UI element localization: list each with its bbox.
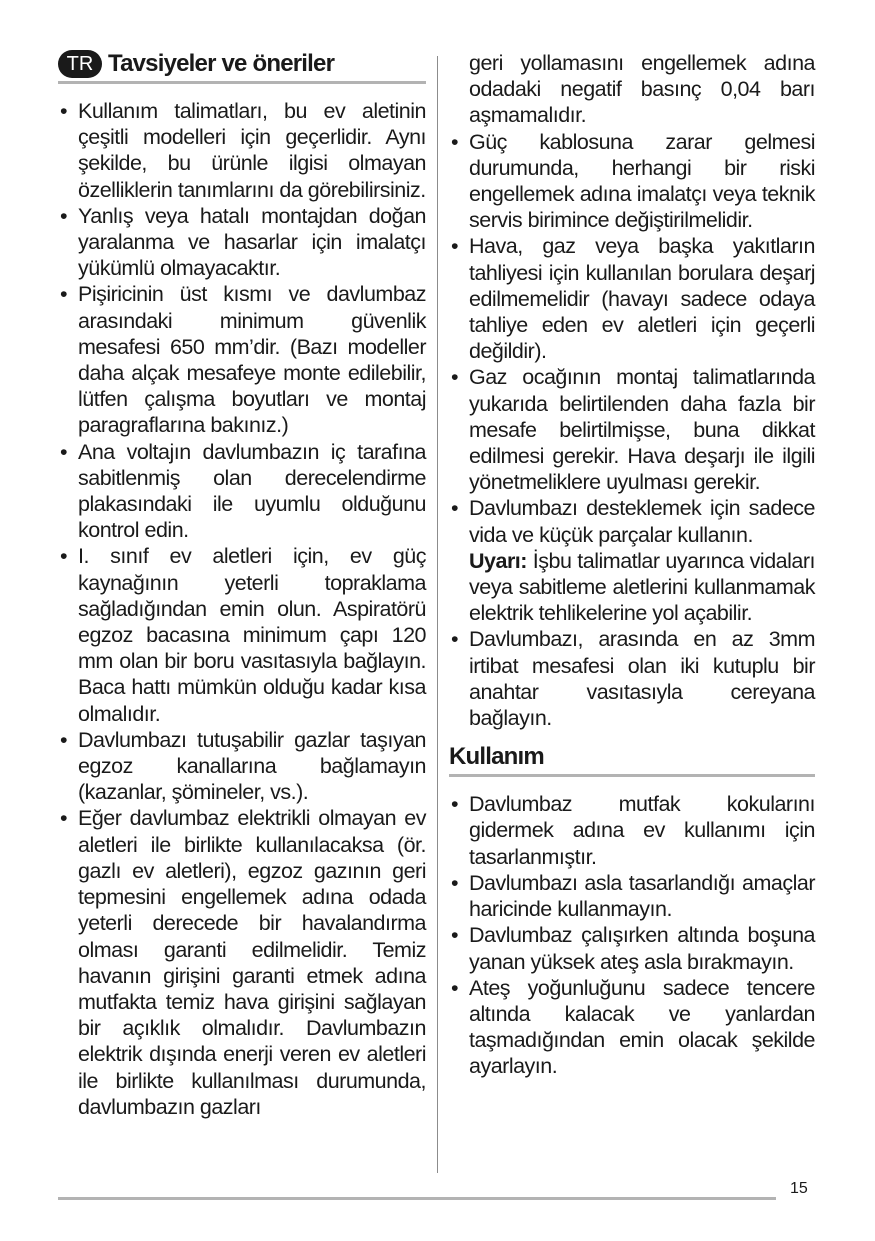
- list-item: • Pişiricinin üst kısmı ve davlumbaz arasındaki minimum güvenlik mesafesi 650 mm’dir. (Bazı modeller daha alçak mesafeye monte edilebilir, lütfen çalışma boyutları ve montaj paragraflarına bakınız.): [58, 281, 426, 438]
- section-title: Tavsiyeler ve öneriler: [108, 50, 335, 77]
- list-item: • Yanlış veya hatalı montajdan doğan yaralanma ve hasarlar için imalatçı yükümlü olmayacaktır.: [58, 203, 426, 282]
- list-item: • Davlumbazı tutuşabilir gazlar taşıyan egzoz kanallarına bağlamayın (kazanlar, şömineler, vs.).: [58, 727, 426, 806]
- list-item: • Eğer davlumbaz elektrikli olmayan ev aletleri ile birlikte kullanılacaksa (ör. gazlı ev aletleri), egzoz gazının geri tepmesini engellemek adına odada yeterli derecede bir havalandırma olması garanti edilmelidir. Temiz havanın girişini garanti etmek adına mutfakta temiz hava girişini sağlayan bir açıklık olmalıdır. Davlumbazın elektrik dışında enerji veren ev aletleri ile birlikte kullanılması durumunda, davlumbazın gazları: [58, 805, 426, 1119]
- recommendations-list: [58, 98, 426, 1120]
- usage-list: [449, 791, 815, 1079]
- section-heading-usage: [449, 743, 815, 777]
- list-item: • Gaz ocağının montaj talimatlarında yukarıda belirtilenden daha fazla bir mesafe belirtilmişse, buna dikkat edilmesi gerekir. Hava deşarjı ile ilgili yönetmeliklere uyulması gerekir.: [449, 364, 815, 495]
- list-item: • Hava, gaz veya başka yakıtların tahliyesi için kullanılan borulara deşarj edilmemelidir (havayı sadece odaya tahliye eden ev aletleri için geçerli değildir).: [449, 233, 815, 364]
- recommendations-list-end: [449, 626, 815, 731]
- list-item: • Davlumbazı desteklemek için sadece vida ve küçük parçalar kullanın.: [449, 495, 815, 547]
- column-divider: [437, 56, 438, 1173]
- list-item: • Davlumbazı asla tasarlandığı amaçlar haricinde kullanmayın.: [449, 870, 815, 922]
- list-item: • Ateş yoğunluğunu sadece tencere altında kalacak ve yanlardan taşmadığından emin olacak şekilde ayarlayın.: [449, 975, 815, 1080]
- list-item: • I. sınıf ev aletleri için, ev güç kaynağının yeterli topraklama sağladığından emin olun. Aspiratörü egzoz bacasına minimum çapı 120 mm olan bir boru vasıtasıyla bağlayın. Baca hattı mümkün olduğu kadar kısa olmalıdır.: [58, 543, 426, 726]
- warning-note: [449, 548, 815, 627]
- continued-text: geri yollamasını engellemek adına odadaki negatif basınç 0,04 barı aşmamalıdır.: [469, 51, 815, 128]
- list-item: • Davlumbazı, arasında en az 3mm irtibat mesafesi olan iki kutuplu bir anahtar vasıtasıyla cereyana bağlayın.: [449, 626, 815, 731]
- section-title: Kullanım: [449, 743, 544, 771]
- footer-rule: [58, 1197, 776, 1200]
- list-item: • Davlumbaz mutfak kokularını gidermek adına ev kullanımı için tasarlanmıştır.: [449, 791, 815, 870]
- list-item: • Davlumbaz çalışırken altında boşuna yanan yüksek ateş asla bırakmayın.: [449, 922, 815, 974]
- right-column: [449, 50, 815, 1080]
- page-number: 15: [790, 1180, 808, 1197]
- recommendations-list-continued: [449, 129, 815, 548]
- list-item: • Ana voltajın davlumbazın iç tarafına sabitlenmiş olan derecelendirme plakasındaki ile uyumlu olduğunu kontrol edin.: [58, 439, 426, 544]
- list-item: • Kullanım talimatları, bu ev aletinin çeşitli modelleri için geçerlidir. Aynı şekilde, bu ürünle ilgisi olmayan özelliklerin tanımlarını da görebilirsiniz.: [58, 98, 426, 203]
- left-column: [58, 50, 426, 1120]
- list-item: • Güç kablosuna zarar gelmesi durumunda, herhangi bir riski engellemek adına imalatçı veya teknik servis birimince değiştirilmelidir.: [449, 129, 815, 234]
- language-badge: TR: [58, 50, 102, 78]
- warning-text: İşbu talimatlar uyarınca vidaları veya sabitleme aletlerini kullanmamak elektrik tehlikelerine yol açabilir.: [469, 548, 815, 626]
- section-heading-recommendations: [58, 50, 426, 84]
- warning-label: Uyarı:: [469, 548, 527, 573]
